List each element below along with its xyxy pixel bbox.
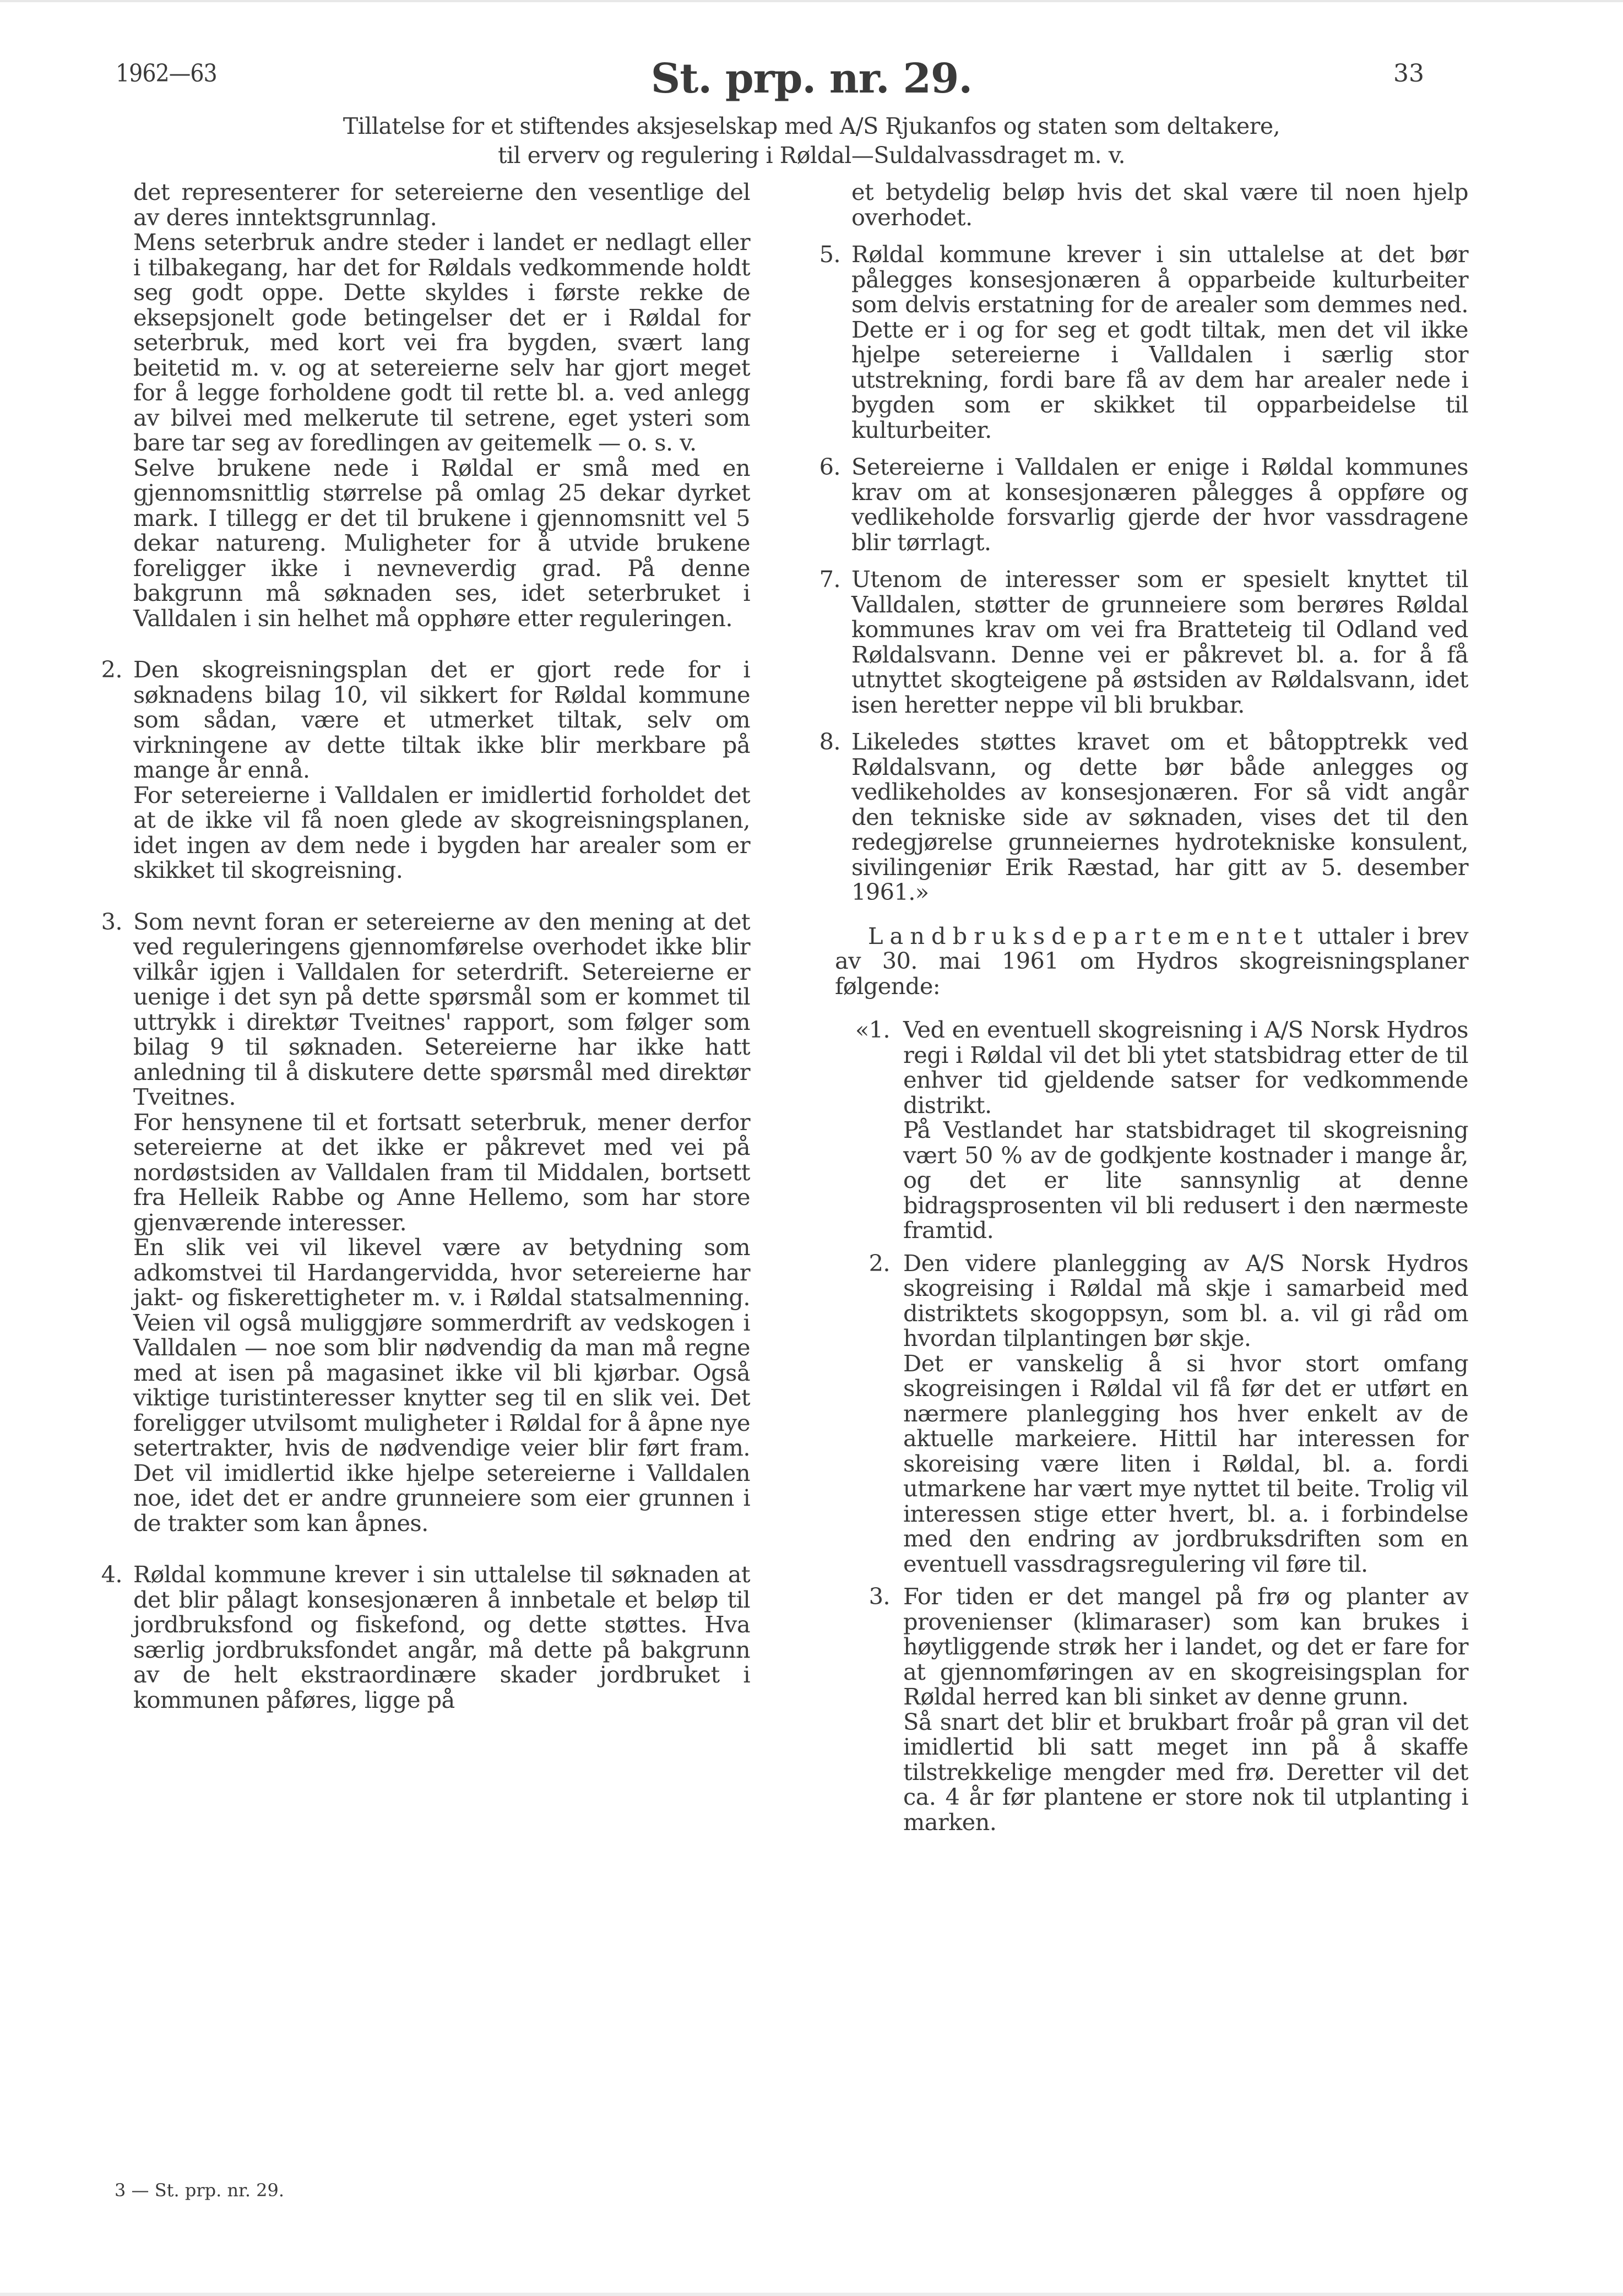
numbered-item-4 — [101, 1561, 750, 1713]
paragraph: Røldal kommune krever i sin uttalelse til søknaden at det blir pålagt konsesjonæren å innbetale et beløp til jordbruksfond og fiskefond, og dette støttes. Hva særlig jordbruksfondet angår, må dette på bakgrunn av de helt ekstraordinære skader jordbruket i kommunen påføres, ligge på — [133, 1561, 750, 1713]
paragraph: Den videre planlegging av A/S Norsk Hydros skogreising i Røldal må skje i samarbeid med distriktets skogoppsyn, som bl. a. vil gi råd om hvordan tilplantingen bør skje. — [903, 1249, 1468, 1351]
item-number: 5. — [819, 241, 840, 268]
paragraph: det representerer for setereierne den vesentlige del av deres inntektsgrunnlag. — [133, 178, 750, 231]
paragraph: Selve brukene nede i Røldal er små med en gjennomsnittlig størrelse på omlag 25 dekar dyrket mark. I tillegg er det til brukene i gjennomsnitt vel 5 dekar natureng. Muligheter for å utvide brukene foreligger ikke i nevneverdig grad. På denne bakgrunn må søknaden ses, idet seterbruket i Valldalen i sin helhet må opphøre etter reguleringen. — [133, 454, 750, 632]
department-name: Landbruksdepartementet — [868, 922, 1310, 949]
paragraph: For setereierne i Valldalen er imidlertid forholdet det at de ikke vil få noen glede av skogreisningsplanen, idet ingen av dem nede i bygden har arealer som er skikket til skogreisning. — [133, 781, 750, 883]
document-title: St. prp. nr. 29. — [650, 55, 973, 102]
paragraph: Likeledes støttes kravet om et båtopptrekk ved Røldalsvann, og dette bør både anlegges og vedlikeholdes av konsesjonæren. For så vidt angår den tekniske side av søknaden, vises det til den redegjørelse grunneiernes hydrotekniske konsulent, sivilingeniør Erik Ræstad, har gitt av 5. desember 1961.» — [851, 728, 1468, 905]
quoted-item-1 — [855, 1016, 1468, 1244]
left-column — [101, 178, 750, 1713]
footer-signature: 3 — St. prp. nr. 29. — [115, 2180, 285, 2201]
paragraph: En slik vei vil likevel være av betydning som adkomstvei til Hardangervidda, hvor setereierne har jakt- og fiskerettigheter m. v. i Røldal statsalmenning. Veien vil også muliggjøre sommerdrift av vedskogen i Valldalen — noe som blir nødvendig da man må regne med at isen på magasinet ikke vil bli kjørbar. Også viktige turistinteresser knytter seg til en slik vei. Det foreligger utvilsomt muligheter i Røldal for å åpne nye setertrakter, hvis de nødvendige veier blir ført fram. Det vil imidlertid ikke hjelpe setereierne i Valldalen noe, idet det er andre grunneiere som eier grunnen i de trakter som kan åpnes. — [133, 1234, 750, 1537]
quoted-item-2 — [869, 1249, 1468, 1577]
numbered-item-6 — [819, 453, 1468, 556]
paragraph: Den skogreisningsplan det er gjort rede for i søknadens bilag 10, vil sikkert for Røldal kommune som sådan, være et utmerket tiltak, selv om virkningene av dette tiltak ikke blir merkbare på mange år ennå. — [133, 656, 750, 783]
item-number: 4. — [101, 1561, 122, 1588]
paragraph: Utenom de interesser som er spesielt knyttet til Valldalen, støtter de grunneiere som berøres Røldal kommunes krav om vei fra Bratteteig til Odland ved Røldalsvann. Denne vei er påkrevet bl. a. for å få utnyttet skogteigene på østsiden av Røldalsvann, idet isen heretter neppe vil bli brukbar. — [851, 566, 1468, 718]
right-column — [819, 178, 1468, 1836]
paragraph: For tiden er det mangel på frø og planter av provenienser (klimaraser) som kan brukes i høytliggende strøk her i landet, og det er fare for at gjennomføringen av en skogreisingsplan for Røldal herred kan bli sinket av denne grunn. — [903, 1583, 1468, 1710]
paragraph: Så snart det blir et brukbart froår på gran vil det imidlertid bli satt meget inn på å skaffe tilstrekkelige mengder med frø. Deretter vil det ca. 4 år før plantene er store nok til utplanting i marken. — [903, 1708, 1468, 1836]
item-number: 6. — [819, 453, 840, 480]
quoted-item-3 — [869, 1583, 1468, 1836]
numbered-item-2 — [101, 656, 750, 883]
paragraph: Det er vanskelig å si hvor stort omfang skogreisingen i Røldal vil få før det er utført en nærmere planlegging hos hver enkelt av de aktuelle markeiere. Hittil har interessen for skoreising være liten i Røldal, bl. a. fordi utmarkene har vært mye nyttet til beite. Trolig vil interessen stige etter hvert, bl. a. i forbindelse med den endring av jordbruksdriften som en eventuell vassdragsregulering vil føre til. — [903, 1349, 1468, 1577]
item-number: 7. — [819, 566, 840, 593]
item-number: 3. — [869, 1583, 890, 1610]
paragraph: Røldal kommune krever i sin uttalelse at det bør pålegges konsesjonæren å opparbeide kulturbeiter som delvis erstatning for de arealer som demmes ned. Dette er i og for seg et godt tiltak, men det vil ikke hjelpe setereierne i Valldalen i særlig stor utstrekning, fordi bare få av dem har arealer nede i bygden som er skikket til opparbeidelse til kulturbeiter. — [851, 241, 1468, 443]
department-statement-text: uttaler i brev av 30. mai 1961 om Hydros skogreisningsplaner følgende: — [835, 922, 1468, 1000]
page-bottom-edge — [0, 2293, 1623, 2296]
department-statement — [835, 924, 1468, 999]
paragraph: Ved en eventuell skogreisning i A/S Norsk Hydros regi i Røldal vil det bli ytet statsbidrag etter de til enhver tid gjeldende satser for vedkommende distrikt. — [903, 1016, 1468, 1119]
page-number: 33 — [1393, 59, 1424, 88]
paragraph: For hensynene til et fortsatt seterbruk, mener derfor setereierne at det ikke er påkrevet med vei på nordøstsiden av Valldalen fram til Middalen, bortsett fra Helleik Rabbe og Anne Hellemo, som har store gjenværende interesser. — [133, 1108, 750, 1236]
page-top-edge — [0, 0, 1623, 2]
numbered-item-8 — [819, 728, 1468, 905]
paragraph: Som nevnt foran er setereierne av den mening at det ved reguleringens gjennomførelse overhodet ikke blir vilkår igjen i Valldalen for seterdrift. Setereierne er uenige i det syn på dette spørsmål som er kommet til uttrykk i direktør Tveitnes' rapport, som følger som bilag 9 til søknaden. Setereierne har ikke hatt anledning til å diskutere dette spørsmål med direktør Tveitnes. — [133, 908, 750, 1110]
item-number: 2. — [101, 656, 122, 683]
item-number: 3. — [101, 908, 122, 935]
item-number: «1. — [855, 1016, 890, 1043]
paragraph: Setereierne i Valldalen er enige i Røldal kommunes krav om at konsesjonæren pålegges å oppføre og vedlikeholde forsvarlig gjerde der hvor vassdragene blir tørrlagt. — [851, 453, 1468, 556]
item-number: 8. — [819, 728, 840, 755]
numbered-item-3 — [101, 908, 750, 1537]
quoted-list — [855, 1016, 1468, 1836]
item-number: 2. — [869, 1249, 890, 1277]
numbered-item-7 — [819, 566, 1468, 718]
session-year: 1962—63 — [116, 59, 217, 88]
document-subtitle-line-1: Tillatelse for et stiftendes aksjeselskap med A/S Rjukanfos og staten som deltakere, — [343, 113, 1280, 139]
numbered-item-5 — [819, 241, 1468, 443]
paragraph: et betydelig beløp hvis det skal være til noen hjelp overhodet. — [851, 178, 1468, 231]
document-subtitle-line-2: til erverv og regulering i Røldal—Suldalvassdraget m. v. — [497, 142, 1126, 169]
paragraph: På Vestlandet har statsbidraget til skogreisning vært 50 % av de godkjente kostnader i mange år, og det er lite sannsynlig at denne bidragsprosenten vil bli redusert i den nærmeste framtid. — [903, 1116, 1468, 1244]
paragraph: Mens seterbruk andre steder i landet er nedlagt eller i tilbakegang, har det for Røldals vedkommende holdt seg godt oppe. Dette skyldes i første rekke de eksepsjonelt gode betingelser det er i Røldal for seterbruk, med kort vei fra bygden, svært lang beitetid m. v. og at setereierne selv har gjort meget for å legge forholdene godt til rette bl. a. ved anlegg av bilvei med melkerute til setrene, eget ysteri som bare tar seg av foredlingen av geitemelk — o. s. v. — [133, 229, 750, 456]
